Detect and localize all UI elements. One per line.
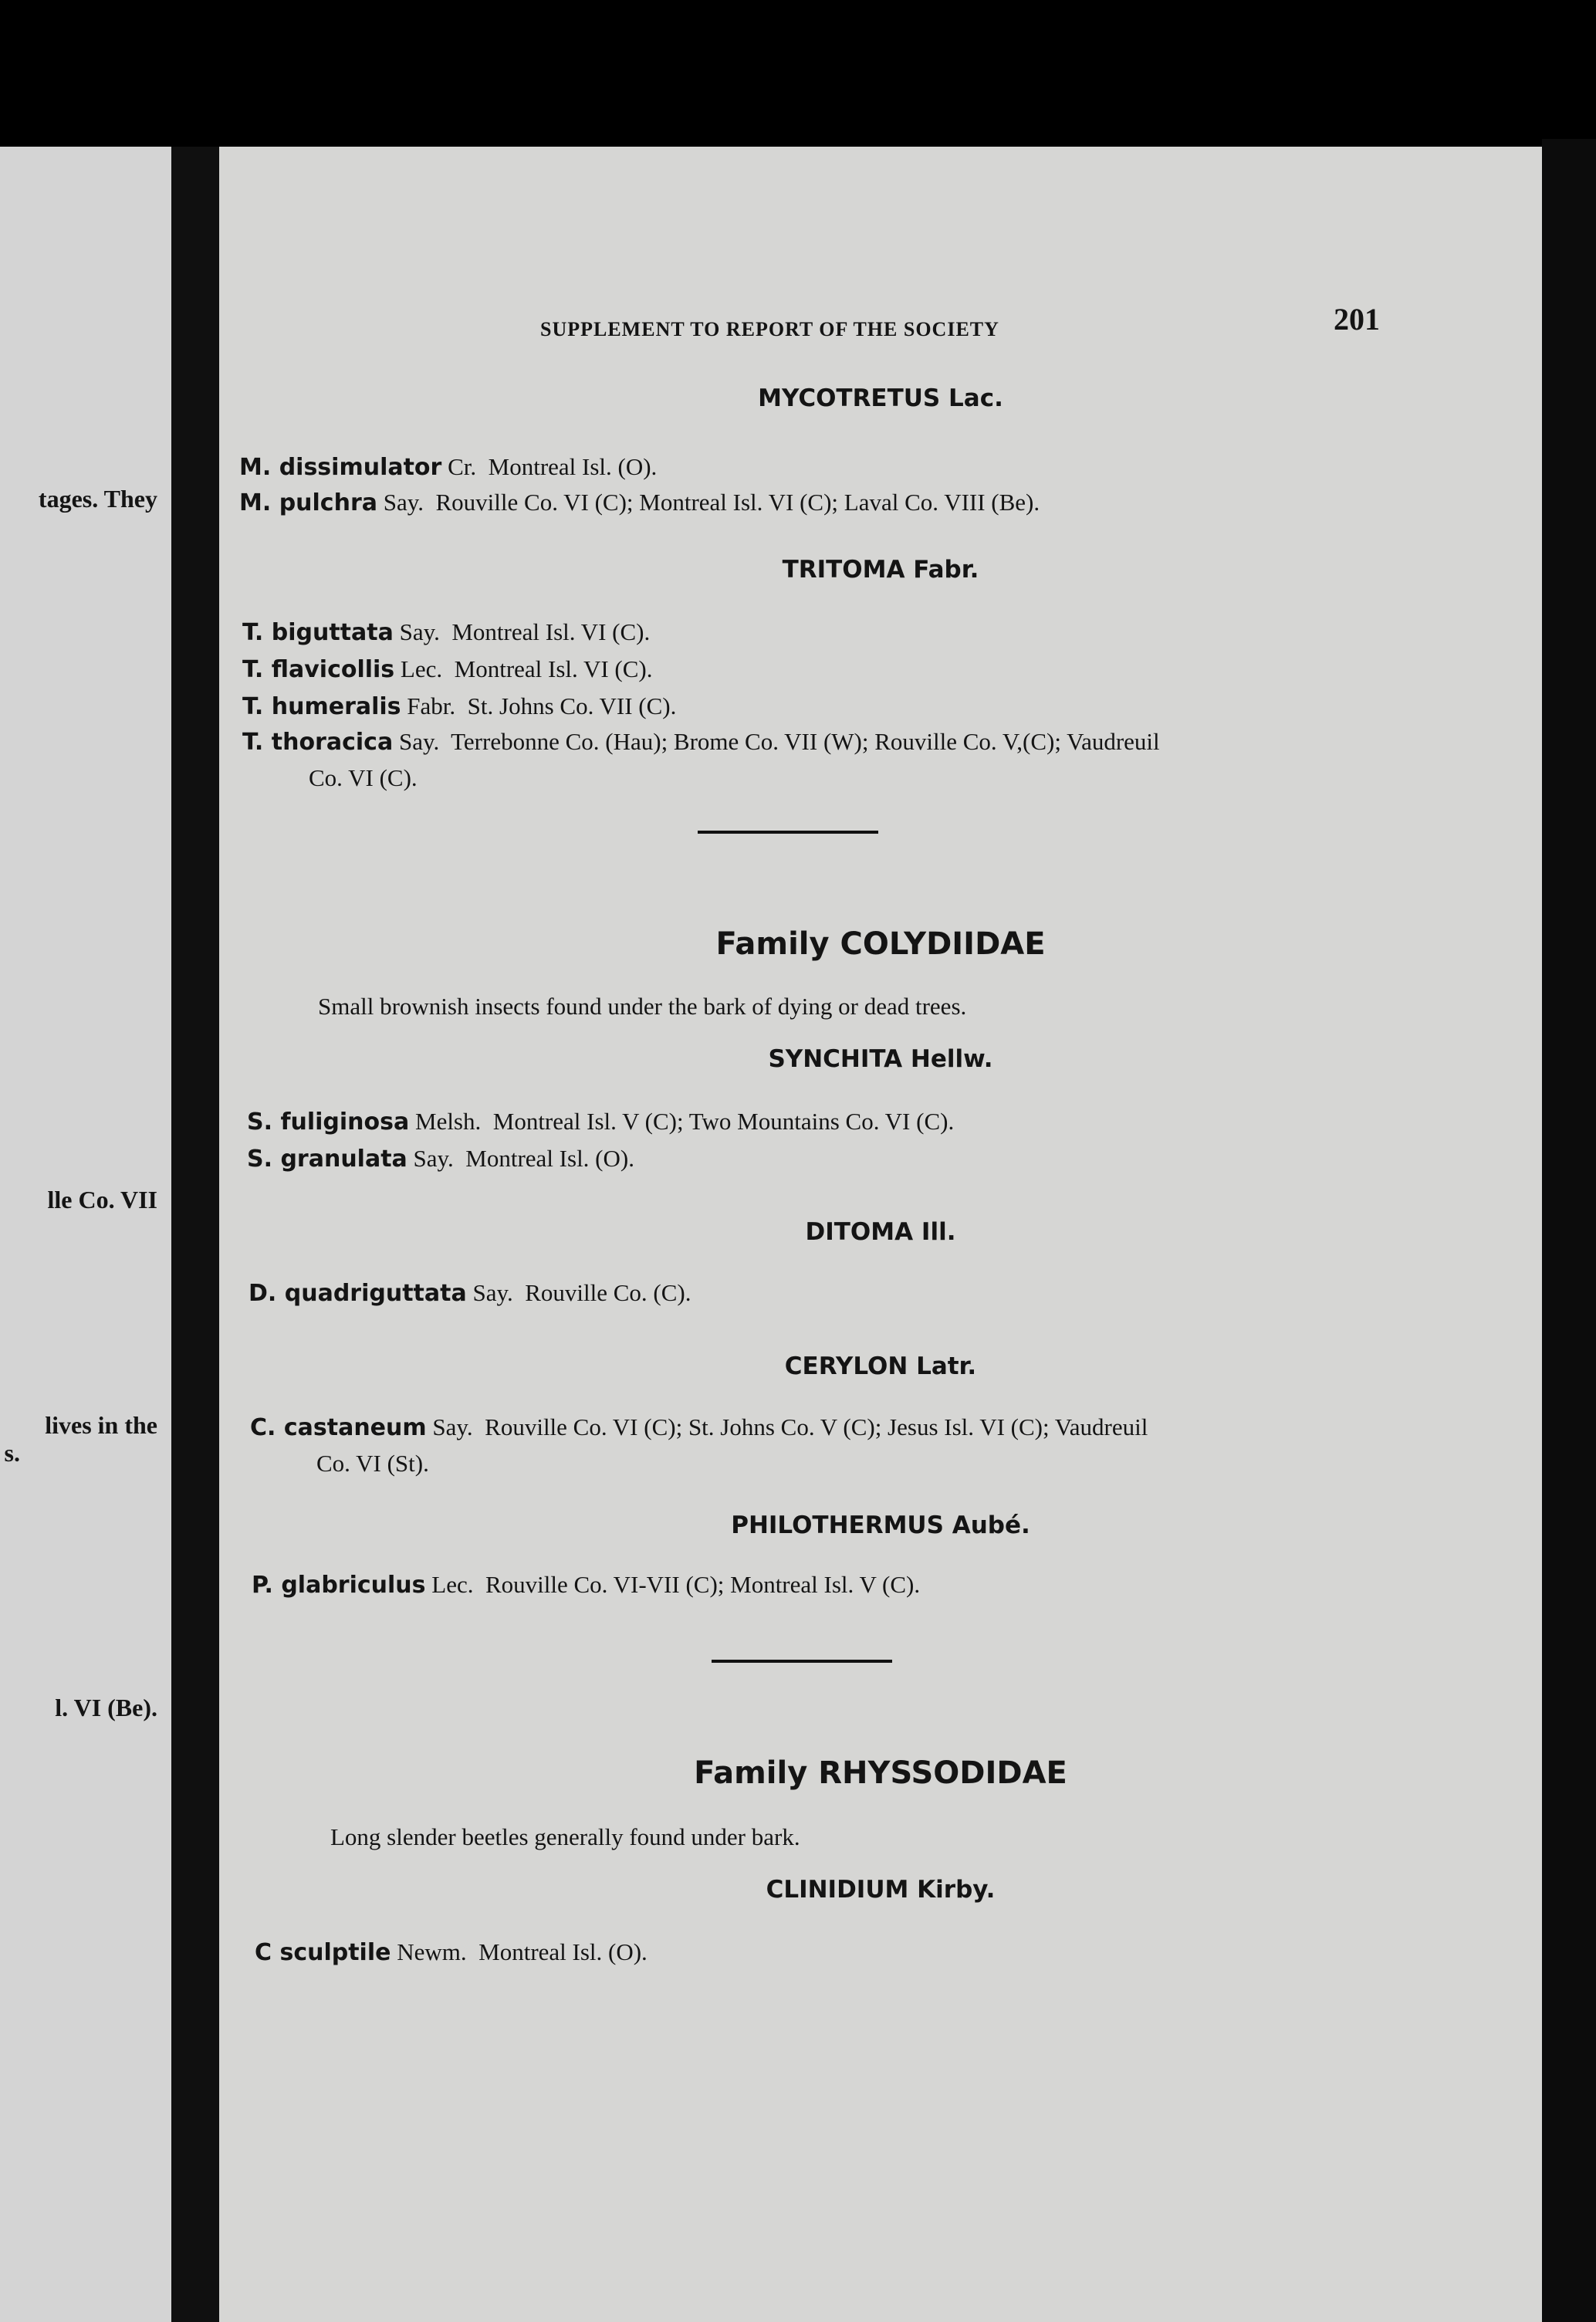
species-localities: Montreal Isl. VI (C). [451,618,651,645]
species-author: Newm. [397,1938,467,1965]
page-edge-shadow [1542,139,1596,2322]
species-author: Say. [472,1279,513,1306]
previous-page-fragment [0,147,171,2322]
species-entry [252,1567,920,1603]
species-localities: St. Johns Co. VII (C). [467,692,677,719]
species-author: Say. [399,618,440,645]
species-localities-continued: Co. VI (C). [309,764,418,791]
genus-heading: PHILOTHERMUS Aubé. [731,1511,1030,1539]
species-localities: Terrebonne Co. (Hau); Brome Co. VII (W); Rouville Co. V,(C); Vaudreuil [451,728,1160,755]
family-description: Long slender beetles generally found under bark. [330,1823,800,1850]
running-title: SUPPLEMENT TO REPORT OF THE SOCIETY [540,318,999,340]
species-author: Melsh. [415,1108,482,1135]
left-page-text: s. [4,1439,20,1467]
genus-heading: MYCOTRETUS Lac. [758,384,1003,412]
left-page-text: lives in the [45,1411,157,1439]
left-page-text: tages. They [38,485,157,513]
species-name: T. biguttata [242,619,394,646]
species-name: C. castaneum [250,1414,427,1441]
species-name: C sculptile [255,1939,391,1966]
species-name: M. pulchra [239,489,377,516]
species-author: Fabr. [407,692,456,719]
species-author: Say. [383,489,424,516]
species-localities: Rouville Co. VI (C); Montreal Isl. VI (C); Laval Co. VIII (Be). [435,489,1040,516]
family-heading: Family RHYSSODIDAE [694,1755,1067,1791]
species-entry [239,485,1040,521]
genus-heading: CERYLON Latr. [784,1352,977,1380]
species-entry [247,1141,634,1177]
genus-heading: DITOMA Ill. [805,1218,956,1246]
species-localities: Rouville Co. VI (C); St. Johns Co. V (C); Jesus Isl. VI (C); Vaudreuil [485,1413,1148,1440]
species-localities: Rouville Co. VI-VII (C); Montreal Isl. V (C). [485,1571,921,1598]
page-number: 201 [1334,302,1380,337]
species-localities: Montreal Isl. VI (C). [454,655,653,682]
species-name: T. thoracica [242,729,394,756]
species-name: D. quadriguttata [249,1280,467,1307]
species-entry [242,689,676,725]
species-entry [255,1934,648,1971]
species-localities: Rouville Co. (C). [525,1279,691,1306]
family-description: Small brownish insects found under the bark of dying or dead trees. [318,993,967,1020]
species-entry [247,1104,954,1140]
species-localities: Montreal Isl. (O). [478,1938,648,1965]
species-name: P. glabriculus [252,1572,426,1599]
species-entry [242,652,653,688]
species-localities-continued: Co. VI (St). [316,1450,429,1477]
species-name: T. flavicollis [242,656,395,683]
species-author: Say. [432,1413,473,1440]
species-localities: Montreal Isl. (O). [465,1145,634,1172]
species-localities: Montreal Isl. (O). [488,453,658,480]
species-author: Say. [413,1145,454,1172]
family-heading: Family COLYDIIDAE [715,926,1046,962]
species-author: Say. [398,728,440,755]
species-name: T. humeralis [242,693,401,720]
species-localities: Montreal Isl. V (C); Two Mountains Co. VI (C). [492,1108,955,1135]
main-page [219,147,1542,2322]
section-rule [712,1660,892,1663]
species-author: Cr. [448,453,477,480]
species-entry [250,1410,1148,1481]
book-gutter [171,147,219,2322]
species-name: S. granulata [247,1146,407,1173]
section-rule [698,831,878,834]
species-author: Lec. [400,655,443,682]
species-entry [239,449,657,486]
species-name: S. fuliginosa [247,1109,410,1136]
species-author: Lec. [431,1571,474,1598]
species-entry [242,614,650,651]
species-entry [242,724,1160,796]
left-page-text: lle Co. VII [47,1186,157,1213]
species-entry [249,1275,691,1312]
genus-heading: CLINIDIUM Kirby. [766,1876,996,1904]
species-name: M. dissimulator [239,454,442,481]
genus-heading: TRITOMA Fabr. [782,556,979,584]
left-page-text: l. VI (Be). [55,1694,157,1721]
genus-heading: SYNCHITA Hellw. [768,1045,993,1073]
